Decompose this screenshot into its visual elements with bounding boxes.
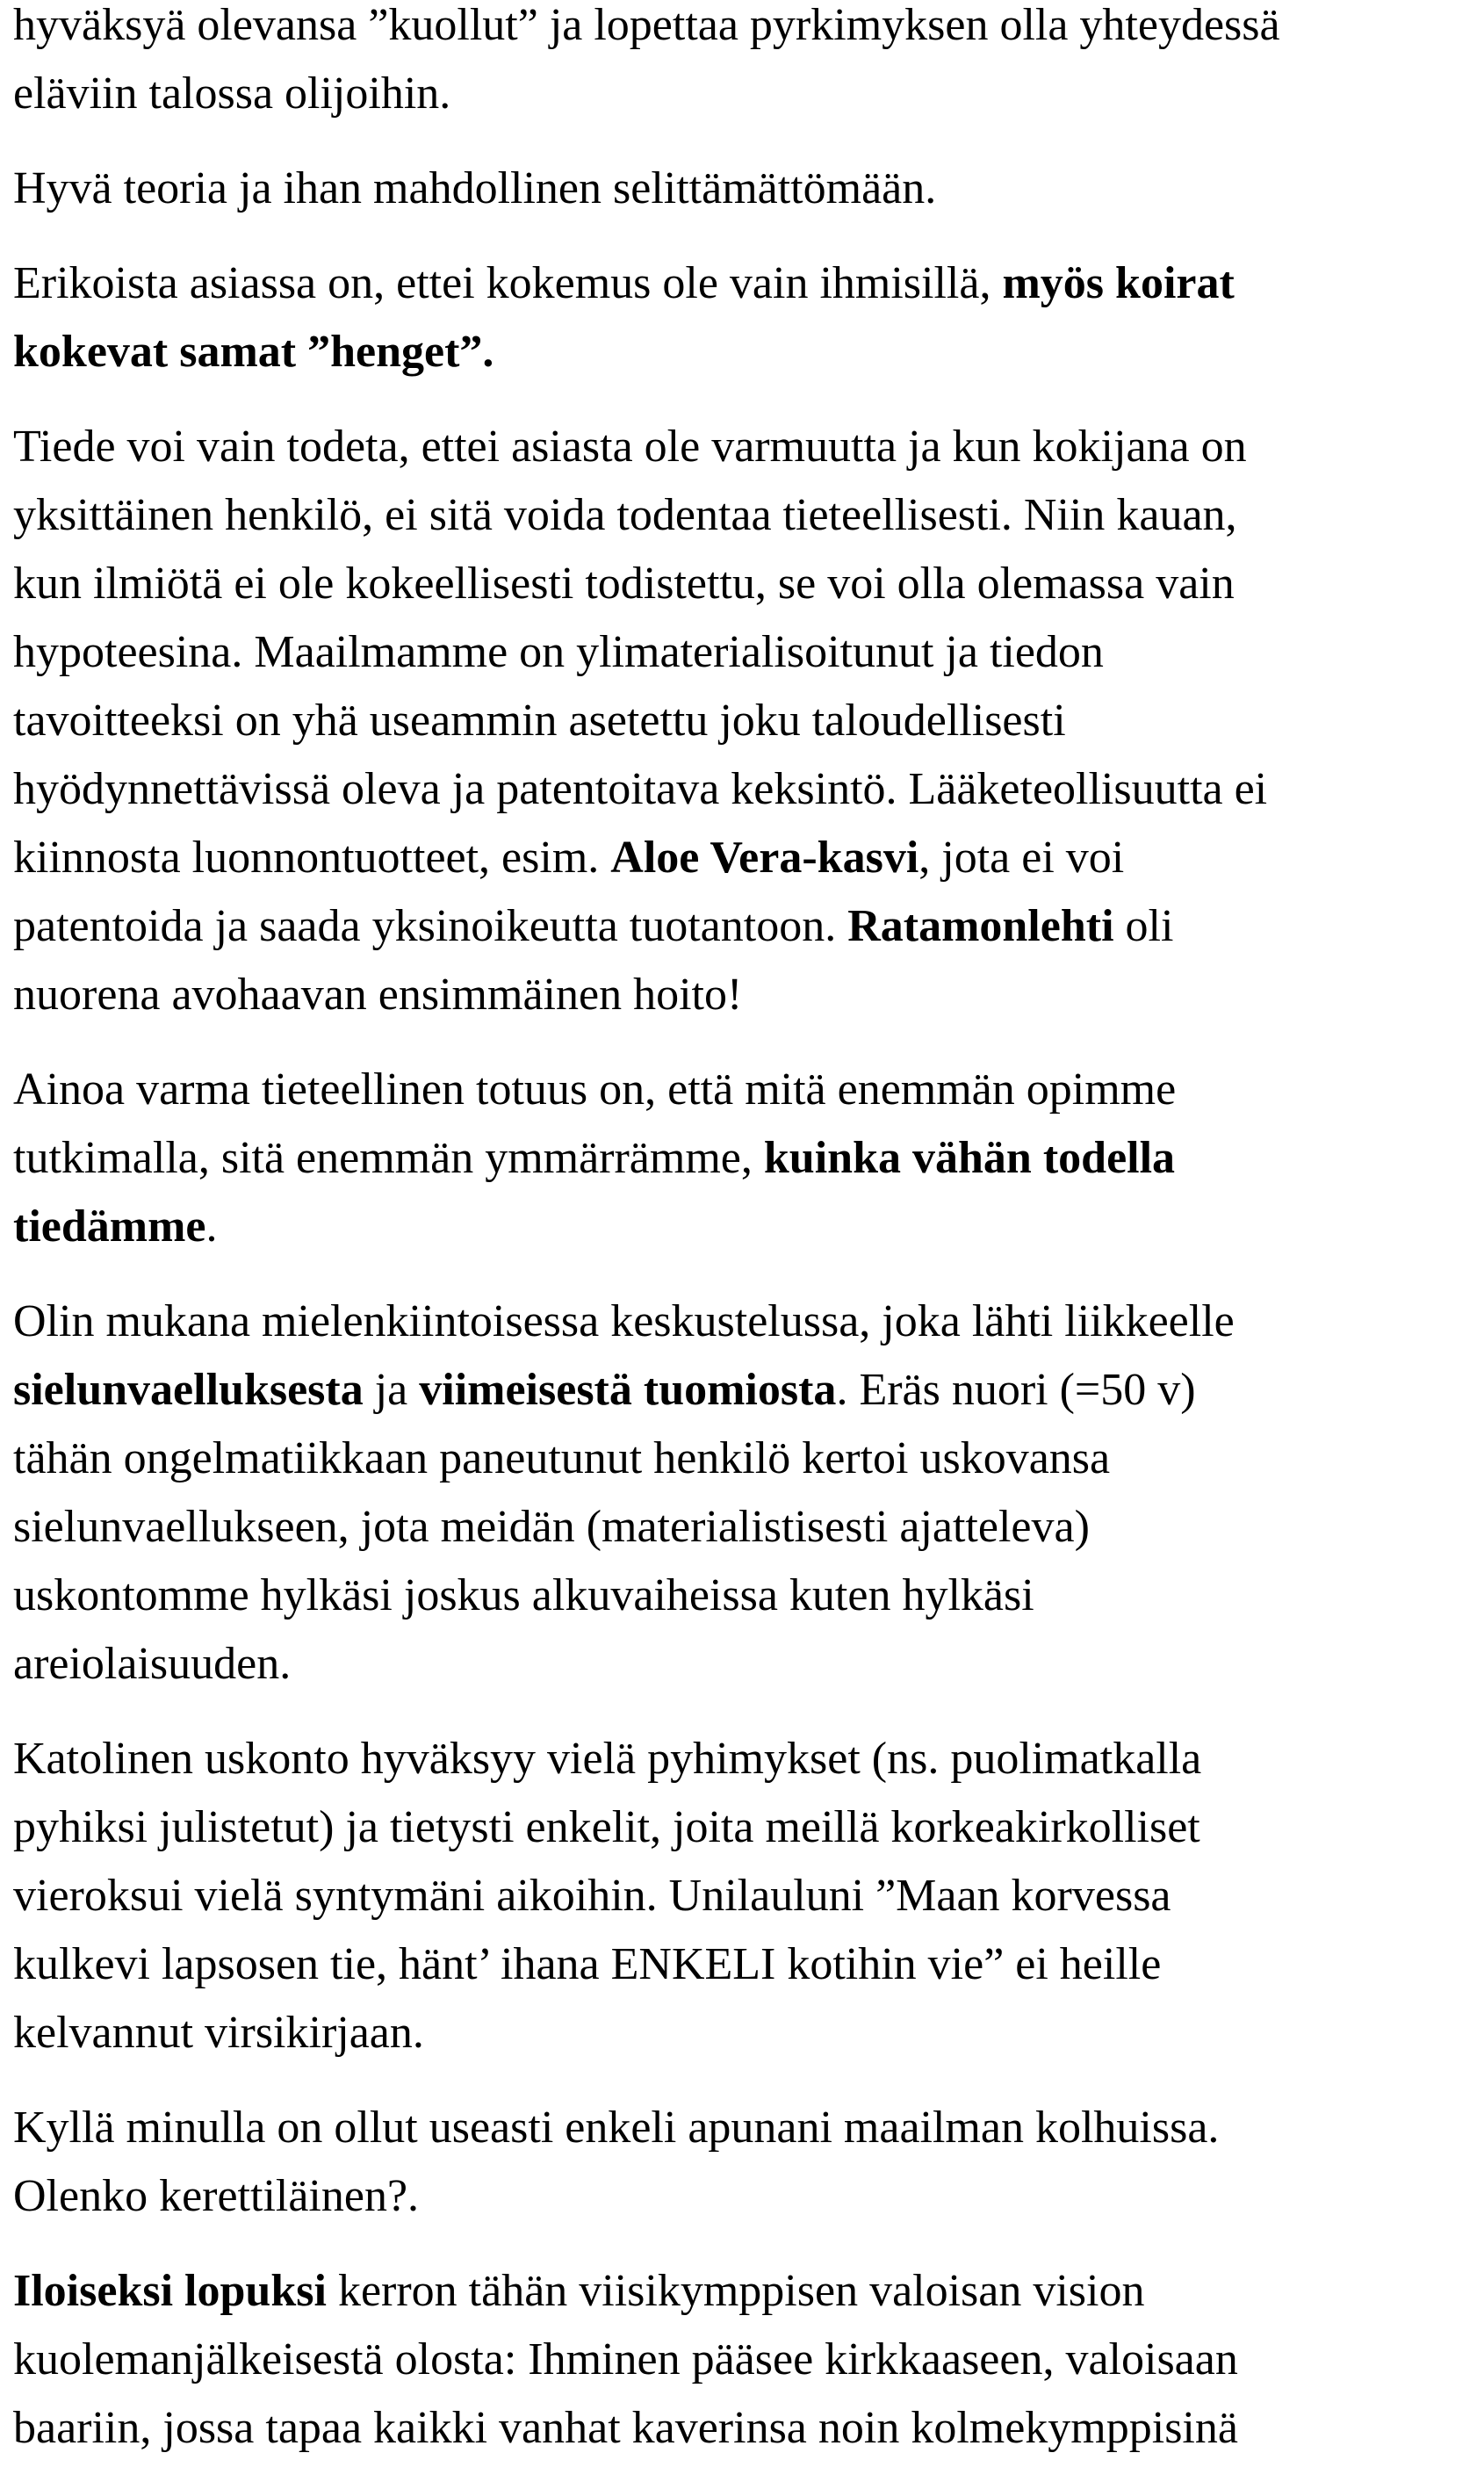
- text: areiolaisuuden.: [13, 1639, 292, 1689]
- text: Hyvä teoria ja ihan mahdollinen selittämättömään.: [13, 163, 937, 213]
- text: tähän ongelmatiikkaan paneutunut henkilö kertoi uskovansa: [13, 1433, 1111, 1483]
- text: uskontomme hylkäsi joskus alkuvaiheissa kuten hylkäsi: [13, 1570, 1034, 1620]
- text: Olin mukana mielenkiintoisessa keskustelussa, joka lähti liikkeelle: [13, 1296, 1235, 1346]
- bold-text: Iloiseksi lopuksi: [13, 2266, 327, 2316]
- text-line: [13, 2094, 1480, 2162]
- text-line: [13, 550, 1480, 618]
- text: kiinnosta luonnontuotteet, esim.: [13, 833, 611, 883]
- text: kerron tähän viisikymppisen valoisan vision: [326, 2266, 1145, 2316]
- text: tavoitteeksi on yhä useammin asetettu joku taloudellisesti: [13, 696, 1066, 746]
- text: ja: [363, 1365, 420, 1415]
- text: kulkevi lapsosen tie, hänt’ ihana ENKELI kotihin vie” ei heille: [13, 1939, 1162, 1989]
- text: hyödynnettävissä oleva ja patentoitava keksintö. Lääketeollisuutta ei: [13, 764, 1268, 814]
- text-line: [13, 2326, 1480, 2394]
- paragraph: [13, 413, 1480, 1029]
- paragraph: [13, 249, 1480, 386]
- text-line: [13, 687, 1480, 755]
- bold-text: Ratamonlehti: [847, 901, 1114, 951]
- text: baariin, jossa tapaa kaikki vanhat kaverinsa noin kolmekymppisinä: [13, 2403, 1238, 2453]
- text-line: [13, 1356, 1480, 1425]
- text-line: [13, 1056, 1480, 1124]
- paragraph: [13, 1056, 1480, 1261]
- article-body: [13, 0, 1480, 2489]
- text-line: [13, 1288, 1480, 1356]
- paragraph: [13, 2257, 1480, 2463]
- text-line: [13, 60, 1480, 128]
- paragraph: [13, 155, 1480, 223]
- text-line: [13, 1193, 1480, 1261]
- bold-text: tiedämme: [13, 1201, 206, 1252]
- text-line: [13, 961, 1480, 1029]
- bold-text: Aloe Vera-kasvi: [610, 833, 919, 883]
- text: Tiede voi vain todeta, ettei asiasta ole varmuutta ja kun kokijana on: [13, 422, 1247, 472]
- text: sielunvaellukseen, jota meidän (materialistisesti ajatteleva): [13, 1502, 1090, 1552]
- text-line: [13, 618, 1480, 687]
- text: , jota ei voi: [918, 833, 1125, 883]
- text-line: [13, 1124, 1480, 1193]
- text-line: [13, 481, 1480, 550]
- paragraph: [13, 1288, 1480, 1699]
- bold-text: viimeisestä tuomiosta: [419, 1365, 837, 1415]
- text-line: [13, 1630, 1480, 1699]
- text: pyhiksi julistetut) ja tietysti enkelit, joita meillä korkeakirkolliset: [13, 1802, 1200, 1852]
- text-line: [13, 1425, 1480, 1493]
- text-line: [13, 1862, 1480, 1930]
- text: patentoida ja saada yksinoikeutta tuotantoon.: [13, 901, 848, 951]
- text-line: [13, 155, 1480, 223]
- bold-text: kuinka vähän todella: [763, 1133, 1176, 1183]
- text: yksittäinen henkilö, ei sitä voida todentaa tieteellisesti. Niin kauan,: [13, 490, 1237, 540]
- bold-text: sielunvaelluksesta: [13, 1365, 364, 1415]
- bold-text: kokevat samat ”henget”.: [13, 327, 494, 377]
- text-line: [13, 892, 1480, 961]
- text: Erikoista asiassa on, ettei kokemus ole vain ihmisillä,: [13, 258, 1003, 308]
- text-line: [13, 824, 1480, 892]
- text: kuolemanjälkeisestä olosta: Ihminen pääsee kirkkaaseen, valoisaan: [13, 2334, 1238, 2384]
- text-line: [13, 2394, 1480, 2463]
- text-line: [13, 1793, 1480, 1862]
- text: eläviin talossa olijoihin.: [13, 69, 451, 119]
- text: Olenko kerettiläinen?.: [13, 2171, 420, 2221]
- text-line: [13, 1725, 1480, 1793]
- text: Katolinen uskonto hyväksyy vielä pyhimykset (ns. puolimatkalla: [13, 1734, 1202, 1784]
- text: . Eräs nuori (=50 v): [836, 1365, 1196, 1415]
- text-line: [13, 1930, 1480, 1999]
- text: nuorena avohaavan ensimmäinen hoito!: [13, 970, 743, 1020]
- text: Ainoa varma tieteellinen totuus on, että mitä enemmän opimme: [13, 1064, 1177, 1115]
- text: kun ilmiötä ei ole kokeellisesti todistettu, se voi olla olemassa vain: [13, 559, 1235, 609]
- text-line: [13, 249, 1480, 318]
- paragraph: [13, 2094, 1480, 2231]
- bold-text: myös koirat: [1002, 258, 1235, 308]
- text-line: [13, 0, 1480, 60]
- text-line: [13, 1562, 1480, 1630]
- text-line: [13, 1999, 1480, 2067]
- text: kelvannut virsikirjaan.: [13, 2008, 424, 2058]
- text: Kyllä minulla on ollut useasti enkeli apunani maailman kolhuissa.: [13, 2103, 1220, 2153]
- text: hyväksyä olevansa ”kuollut” ja lopettaa pyrkimyksen olla yhteydessä: [13, 0, 1280, 50]
- text: tutkimalla, sitä enemmän ymmärrämme,: [13, 1133, 764, 1183]
- text: vieroksui vielä syntymäni aikoihin. Unilauluni ”Maan korvessa: [13, 1871, 1171, 1921]
- text: hypoteesina. Maailmamme on ylimaterialisoitunut ja tiedon: [13, 627, 1104, 677]
- text-line: [13, 318, 1480, 386]
- text-line: [13, 755, 1480, 824]
- text-line: [13, 1493, 1480, 1562]
- text-line: [13, 2162, 1480, 2231]
- paragraph: [13, 1725, 1480, 2067]
- text: oli: [1113, 901, 1174, 951]
- text-line: [13, 2257, 1480, 2326]
- paragraph: [13, 0, 1480, 128]
- text: .: [205, 1201, 218, 1252]
- text-line: [13, 413, 1480, 481]
